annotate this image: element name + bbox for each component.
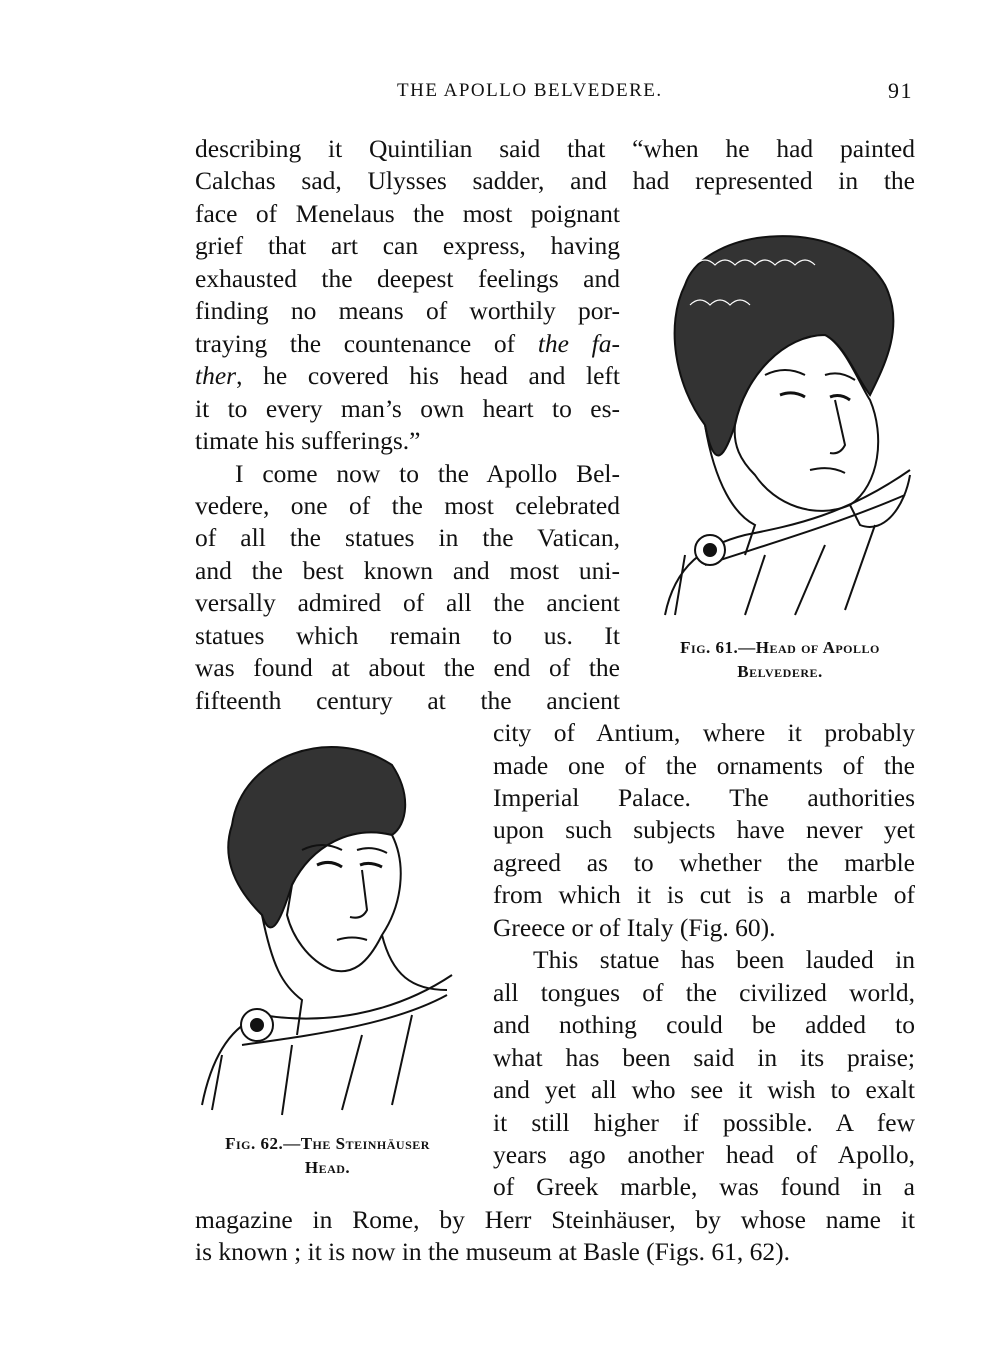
line-text: fifteenth century at the ancient xyxy=(195,685,620,715)
text-line xyxy=(195,685,620,717)
text-line xyxy=(195,458,620,490)
text-line xyxy=(195,295,620,327)
text-line xyxy=(493,717,915,749)
text-line xyxy=(195,620,620,652)
page-number: 91 xyxy=(888,78,913,103)
line-text: Greece or of Italy (Fig. 60). xyxy=(493,912,776,942)
text-line xyxy=(493,1139,915,1171)
text-line xyxy=(195,263,620,295)
line-text: and nothing could be added to xyxy=(493,1010,915,1040)
line-text: I come now to the Apollo Bel- xyxy=(235,458,620,488)
text-line xyxy=(195,393,620,425)
text-line xyxy=(493,750,915,782)
line-text: timate his sufferings.” xyxy=(195,426,421,456)
line-text: and yet all who see it wish to exalt xyxy=(493,1075,915,1105)
line-text: is known ; it is now in the museum at Basle (Figs. 61, 62). xyxy=(195,1237,790,1267)
figure-61-caption xyxy=(630,636,930,684)
line-text: all tongues of the civilized world, xyxy=(493,977,915,1007)
line-text: finding no means of worthily por- xyxy=(195,296,620,326)
figure-62-caption-line-1: Fig. 62.—The Steinhäuser xyxy=(225,1134,430,1153)
figure-62-illustration xyxy=(192,735,472,1120)
text-line xyxy=(195,1204,915,1236)
text-line xyxy=(493,1009,915,1041)
figure-61-illustration xyxy=(645,225,925,620)
line-text: made one of the ornaments of the xyxy=(493,750,915,780)
text-line xyxy=(493,1171,915,1203)
text-line xyxy=(493,879,915,911)
line-text: upon such subjects have never yet xyxy=(493,815,915,845)
italic-text: the fa- xyxy=(537,328,620,358)
text-line xyxy=(195,522,620,554)
text-line xyxy=(195,328,620,360)
text-line xyxy=(195,587,620,619)
line-text: Imperial Palace. The authorities xyxy=(493,783,915,812)
line-text: magazine in Rome, by Herr Steinhäuser, by whose name it xyxy=(195,1204,915,1234)
line-text: from which it is cut is a marble of xyxy=(493,880,915,910)
line-text: versally admired of all the ancient xyxy=(195,588,620,618)
figure-62-caption xyxy=(180,1132,475,1180)
line-text: of all the statues in the Vatican, xyxy=(195,523,620,553)
text-line xyxy=(195,425,620,457)
text-line xyxy=(195,555,620,587)
line-text: of Greek marble, was found in a xyxy=(493,1172,915,1202)
line-text: grief that art can express, having xyxy=(195,231,620,261)
line-text: face of Menelaus the most poignant xyxy=(195,198,620,228)
text-line xyxy=(493,1107,915,1139)
text-line xyxy=(195,133,915,165)
line-text: describing it Quintilian said that “when he had painted xyxy=(195,134,915,163)
line-text: agreed as to whether the marble xyxy=(493,847,915,877)
line-text: was found at about the end of the xyxy=(195,653,620,683)
running-title: THE APOLLO BELVEDERE. xyxy=(397,80,663,101)
line-text: This statue has been lauded in xyxy=(533,945,915,975)
line-text: what has been said in its praise; xyxy=(493,1042,915,1072)
text-line xyxy=(493,847,915,879)
text-line xyxy=(195,360,620,392)
figure-62-caption-line-2: Head. xyxy=(304,1158,351,1177)
text-line xyxy=(195,1236,915,1268)
line-text: traying the countenance of xyxy=(195,328,538,358)
line-text: and the best known and most uni- xyxy=(195,555,620,585)
text-line xyxy=(493,912,915,944)
line-text: vedere, one of the most celebrated xyxy=(195,490,620,520)
line-text: it still higher if possible. A few xyxy=(493,1107,915,1137)
line-text: , he covered his head and left xyxy=(236,361,620,391)
text-line xyxy=(493,782,915,814)
text-line xyxy=(493,1074,915,1106)
line-text: Calchas sad, Ulysses sadder, and had represented in the xyxy=(195,166,915,196)
figure-61-caption-line-1: Fig. 61.—Head of Apollo xyxy=(680,638,880,657)
text-line xyxy=(195,230,620,262)
text-line xyxy=(493,1042,915,1074)
italic-text: ther xyxy=(195,361,237,391)
line-text: statues which remain to us. It xyxy=(195,620,620,650)
line-text: city of Antium, where it probably xyxy=(493,718,915,748)
line-text: it to every man’s own heart to es- xyxy=(195,393,620,423)
line-text: exhausted the deepest feelings and xyxy=(195,263,620,293)
text-line xyxy=(195,490,620,522)
text-line xyxy=(493,814,915,846)
line-text: years ago another head of Apollo, xyxy=(493,1139,915,1169)
text-line xyxy=(195,165,915,197)
text-line xyxy=(493,944,915,976)
text-line xyxy=(195,198,620,230)
text-line xyxy=(493,977,915,1009)
figure-61-caption-line-2: Belvedere. xyxy=(737,662,823,681)
text-line xyxy=(195,652,620,684)
